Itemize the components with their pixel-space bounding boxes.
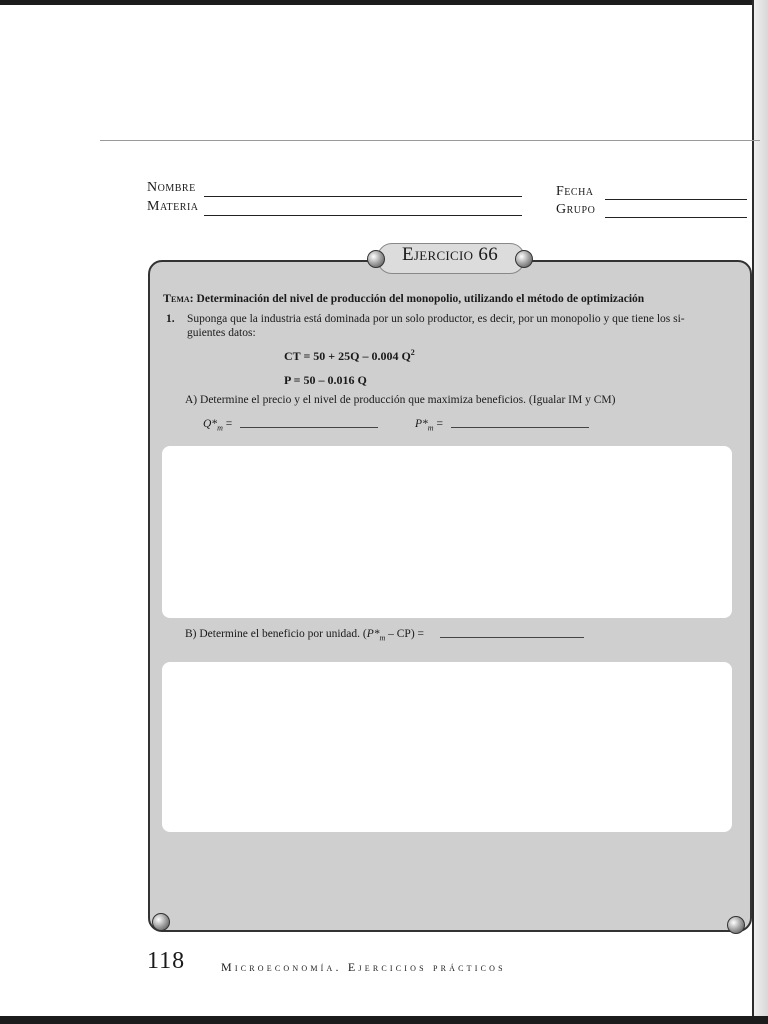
q-star-symbol: Q*	[203, 418, 218, 430]
fecha-label: Fecha	[556, 184, 594, 199]
bottom-right-bullet-icon	[727, 916, 745, 934]
q-star-equals: =	[225, 418, 233, 430]
tema-line	[163, 291, 644, 306]
grupo-label: Grupo	[556, 202, 596, 217]
right-bullet-icon	[515, 250, 533, 268]
exercise-title: Ejercicio 66	[401, 244, 498, 265]
problem-number: 1.	[166, 313, 175, 325]
formula-p: P = 50 – 0.016 Q	[284, 373, 367, 387]
q-star-label	[203, 418, 232, 432]
tema-text: Determinación del nivel de producción del monopolio, utilizando el método de optimización	[196, 293, 645, 305]
materia-label: Materia	[147, 199, 199, 214]
p-star-label	[415, 418, 443, 432]
formula-ct	[284, 348, 415, 364]
part-b-sub: m	[379, 633, 386, 643]
part-b-prefix: B) Determine el beneficio por unidad. (	[185, 628, 367, 640]
nombre-label: Nombre	[147, 180, 196, 195]
q-star-sub: m	[217, 423, 223, 433]
formula-ct-main: CT = 50 + 25Q – 0.004 Q	[284, 349, 411, 363]
answer-box-b[interactable]	[162, 662, 732, 832]
part-b-suffix: – CP) =	[385, 628, 425, 640]
page-fold-line	[100, 140, 760, 141]
fecha-field[interactable]	[605, 199, 747, 200]
materia-field[interactable]	[204, 215, 522, 216]
problem-line-1: Suponga que la industria está dominada por un solo productor, es decir, por un monopolio y que tiene los si-	[187, 313, 685, 325]
p-star-symbol: P*	[415, 418, 428, 430]
page-number: 118	[147, 948, 186, 974]
formula-ct-exponent: 2	[410, 348, 415, 357]
nombre-field[interactable]	[204, 196, 522, 197]
part-b-answer-line[interactable]	[440, 637, 584, 638]
p-star-equals: =	[436, 418, 443, 430]
bottom-left-bullet-icon	[152, 913, 170, 931]
scan-bottom-edge	[0, 1016, 768, 1024]
book-title: Microeconomía. Ejercicios prácticos	[221, 960, 506, 974]
tema-label: Tema:	[163, 291, 194, 305]
grupo-field[interactable]	[605, 217, 747, 218]
part-b-question	[185, 628, 424, 642]
scan-right-edge-line	[752, 0, 754, 1024]
part-a-question: A) Determine el precio y el nivel de producción que maximiza beneficios. (Igualar IM y CM)	[185, 394, 616, 406]
part-b-symbol: P*	[366, 628, 380, 640]
scan-right-edge	[752, 0, 768, 1024]
q-star-answer-line[interactable]	[240, 427, 378, 428]
exercise-title-badge	[367, 241, 533, 274]
problem-line-2: guientes datos:	[187, 327, 256, 339]
scan-top-edge	[0, 0, 768, 5]
p-star-sub: m	[427, 423, 434, 433]
p-star-answer-line[interactable]	[451, 427, 589, 428]
answer-box-a[interactable]	[162, 446, 732, 618]
